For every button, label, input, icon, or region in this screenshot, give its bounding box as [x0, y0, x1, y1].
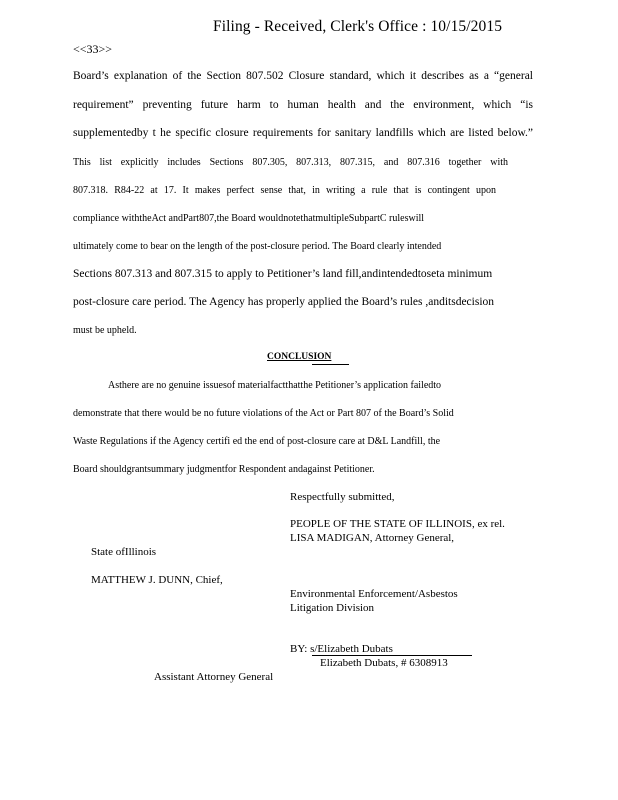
- body-line: ultimately come to bear on the length of the post-closure period. The Board clearly intended: [73, 241, 442, 252]
- conclusion-line: Board shouldgrantsummary judgmentfor Respondent andagainst Petitioner.: [73, 464, 375, 475]
- conclusion-underline: [312, 364, 349, 365]
- people-line: PEOPLE OF THE STATE OF ILLINOIS, ex rel.: [290, 518, 505, 530]
- body-line: supplementedby t he specific closure requirements for sanitary landfills which are listed below.”: [73, 127, 533, 139]
- body-line: 807.318. R84-22 at 17. It makes perfect sense that, in writing a rule that is contingent upon: [73, 185, 496, 196]
- attorney-general-line: LISA MADIGAN, Attorney General,: [290, 532, 455, 544]
- respectfully-submitted: Respectfully submitted,: [290, 491, 395, 503]
- assistant-attorney-general: Assistant Attorney General: [154, 671, 274, 683]
- body-line: compliance withtheAct andPart807,the Board wouldnotethatmultipleSubpartC ruleswill: [73, 213, 425, 224]
- chief-line: MATTHEW J. DUNN, Chief,: [91, 574, 223, 586]
- enforcement-division: Environmental Enforcement/Asbestos: [290, 588, 458, 600]
- body-line: requirement” preventing future harm to human health and the environment, which “is: [73, 99, 533, 111]
- attorney-name-bar: Elizabeth Dubats, # 6308913: [320, 657, 448, 669]
- body-line: must be upheld.: [73, 325, 137, 336]
- signature-underline: [312, 655, 472, 656]
- body-line: post-closure care period. The Agency has properly applied the Board’s rules ,anditsdecision: [73, 296, 495, 308]
- body-line: This list explicitly includes Sections 807.305, 807.313, 807.315, and 807.316 together with: [73, 157, 508, 168]
- conclusion-heading: CONCLUSION: [267, 352, 332, 362]
- body-line: Sections 807.313 and 807.315 to apply to Petitioner’s land fill,andintendedtoseta minimum: [73, 268, 493, 280]
- filing-stamp-header: Filing - Received, Clerk's Office : 10/15/2015: [213, 18, 503, 35]
- conclusion-line: demonstrate that there would be no future violations of the Act or Part 807 of the Board’s Solid: [73, 408, 454, 419]
- body-line: Board’s explanation of the Section 807.502 Closure standard, which it describes as a “general: [73, 70, 533, 82]
- conclusion-line: Waste Regulations if the Agency certifi ed the end of post-closure care at D&L Landfill, the: [73, 436, 441, 447]
- by-signature: BY: s/Elizabeth Dubats: [290, 643, 393, 655]
- state-line: State ofIllinois: [91, 546, 157, 558]
- litigation-division: Litigation Division: [290, 602, 375, 614]
- page-number: <<33>>: [73, 42, 113, 56]
- conclusion-line: Asthere are no genuine issuesof materialfactthatthe Petitioner’s application failedto: [108, 380, 442, 391]
